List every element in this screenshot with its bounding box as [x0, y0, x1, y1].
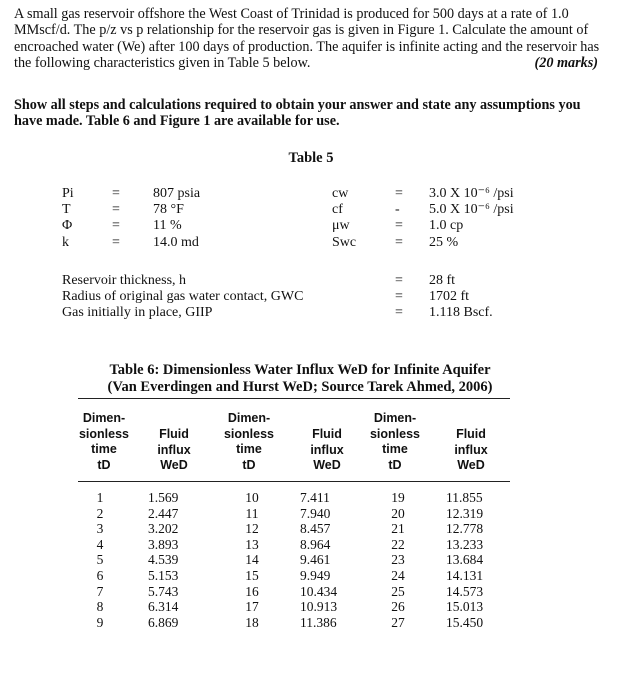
- header-text: influx: [310, 442, 344, 457]
- table6-col-influx-2: [300, 490, 360, 630]
- label-thickness: Reservoir thickness, h: [62, 273, 187, 288]
- value-t: 78 °F: [153, 202, 184, 218]
- header-influx: [441, 427, 501, 474]
- influx-cell: 3.893: [148, 536, 179, 552]
- influx-cell: 13.684: [446, 552, 484, 568]
- header-text: Fluid: [456, 427, 486, 441]
- symbol-phi: Φ: [62, 218, 73, 234]
- header-text: tD: [388, 457, 402, 472]
- value-thickness: 28 ft: [429, 273, 456, 288]
- header-text: sionless: [78, 426, 130, 441]
- time-cell: 12: [245, 521, 259, 537]
- value-swc: 25 %: [429, 234, 459, 250]
- header-text: influx: [157, 442, 191, 457]
- time-cell: 15: [245, 567, 259, 583]
- table6-top-rule: [78, 398, 510, 399]
- time-cell: 17: [245, 599, 259, 615]
- influx-cell: 6.314: [148, 599, 179, 615]
- influx-cell: 7.940: [300, 505, 331, 521]
- influx-cell: 9.949: [300, 567, 331, 583]
- equals-sign: =: [112, 234, 120, 250]
- header-text: Dimen-: [373, 411, 417, 425]
- table5-bottom-values: [429, 273, 579, 322]
- time-cell: 26: [391, 599, 405, 615]
- table5-title: Table 5: [288, 150, 334, 166]
- table6-col-time-1: [88, 490, 112, 630]
- table5-left-equals: [112, 186, 126, 251]
- symbol-t: T: [62, 202, 71, 218]
- influx-cell: 7.411: [300, 490, 330, 505]
- problem-statement: [14, 6, 610, 72]
- header-text: time: [236, 442, 262, 456]
- problem-text: A small gas reservoir offshore the West Coast of Trinidad is produced for 500 days at a rate of 1.0 MMscf/d. The p/z vs p relationship for the reservoir gas is given in Figure 1. Calculate the amount of encroached water (We) after 100 days of production. The aquifer is infinite acting and the reservoir has the following characteristics given in Table 5 below.: [14, 6, 600, 72]
- time-cell: 1: [96, 490, 104, 505]
- table5-left-symbols: [62, 186, 92, 251]
- header-time: [76, 411, 132, 473]
- label-giip: Gas initially in place, GIIP: [62, 305, 213, 321]
- table6-title: [80, 362, 520, 396]
- time-cell: 9: [96, 614, 104, 630]
- header-text: Fluid: [312, 427, 342, 441]
- symbol-swc: Swc: [332, 234, 357, 250]
- influx-cell: 8.457: [300, 521, 331, 537]
- equals-sign: =: [395, 234, 403, 250]
- influx-cell: 10.913: [300, 599, 338, 615]
- influx-cell: 5.743: [148, 583, 179, 599]
- equals-sign: -: [395, 202, 400, 218]
- instructions: Show all steps and calculations required to obtain your answer and state any assumptions you have made. Table 6 and Figure 1 are available for use.: [14, 97, 581, 130]
- influx-cell: 15.450: [446, 614, 484, 630]
- label-gwc-radius: Radius of original gas water contact, GWC: [62, 289, 304, 305]
- time-cell: 16: [245, 583, 259, 599]
- table6-col-time-2: [238, 490, 266, 630]
- symbol-k: k: [62, 234, 69, 250]
- marks-label: (20 marks): [534, 55, 598, 72]
- symbol-cw: cw: [332, 186, 349, 201]
- table5-right-values: [429, 186, 579, 251]
- time-cell: 27: [391, 614, 405, 630]
- equals-sign: =: [395, 186, 403, 201]
- influx-cell: 14.131: [446, 567, 484, 583]
- influx-cell: 15.013: [446, 599, 484, 615]
- header-text: tD: [242, 457, 256, 472]
- header-time: [367, 411, 423, 473]
- time-cell: 18: [245, 614, 259, 630]
- header-text: sionless: [223, 426, 275, 441]
- equals-sign: =: [395, 218, 403, 234]
- equals-sign: =: [395, 305, 403, 321]
- time-cell: 10: [245, 490, 259, 505]
- influx-cell: 11.386: [300, 614, 337, 630]
- table6-col-influx-1: [148, 490, 208, 630]
- equals-sign: =: [112, 186, 120, 201]
- value-k: 14.0 md: [153, 234, 199, 250]
- symbol-pi: Pi: [62, 186, 74, 201]
- time-cell: 5: [96, 552, 104, 568]
- equals-sign: =: [112, 202, 120, 218]
- influx-cell: 2.447: [148, 505, 179, 521]
- time-cell: 13: [245, 536, 259, 552]
- influx-cell: 5.153: [148, 567, 179, 583]
- time-cell: 25: [391, 583, 405, 599]
- table5-bottom-equals: [395, 273, 409, 322]
- influx-cell: 13.233: [446, 536, 484, 552]
- header-time: [221, 411, 277, 473]
- table5-left-values: [153, 186, 273, 251]
- value-giip: 1.118 Bscf.: [429, 305, 493, 321]
- time-cell: 7: [96, 583, 104, 599]
- equals-sign: =: [112, 218, 120, 234]
- time-cell: 21: [391, 521, 405, 537]
- header-text: WeD: [457, 458, 485, 472]
- value-cf: 5.0 X 10⁻⁶ /psi: [429, 202, 514, 218]
- value-gwc-radius: 1702 ft: [429, 289, 470, 305]
- influx-cell: 10.434: [300, 583, 338, 599]
- influx-cell: 12.778: [446, 521, 484, 537]
- time-cell: 4: [96, 536, 104, 552]
- time-cell: 8: [96, 599, 104, 615]
- influx-cell: 8.964: [300, 536, 331, 552]
- time-cell: 20: [391, 505, 405, 521]
- time-cell: 6: [96, 567, 104, 583]
- value-phi: 11 %: [153, 218, 182, 234]
- value-muw: 1.0 cp: [429, 218, 464, 234]
- table6-header-rule: [78, 481, 510, 482]
- header-text: Dimen-: [82, 411, 126, 425]
- header-text: tD: [97, 457, 111, 472]
- influx-cell: 4.539: [148, 552, 179, 568]
- time-cell: 23: [391, 552, 405, 568]
- influx-cell: 9.461: [300, 552, 331, 568]
- table5-right-symbols: [332, 186, 372, 251]
- header-text: Dimen-: [227, 411, 271, 425]
- header-text: WeD: [313, 458, 341, 472]
- influx-cell: 6.869: [148, 614, 179, 630]
- header-text: influx: [454, 442, 488, 457]
- header-influx: [145, 427, 203, 474]
- header-influx: [298, 427, 356, 474]
- influx-cell: 3.202: [148, 521, 179, 537]
- header-text: time: [382, 442, 408, 456]
- symbol-cf: cf: [332, 202, 343, 218]
- time-cell: 2: [96, 505, 104, 521]
- time-cell: 14: [245, 552, 259, 568]
- time-cell: 24: [391, 567, 405, 583]
- symbol-muw: μw: [332, 218, 350, 234]
- value-pi: 807 psia: [153, 186, 201, 201]
- time-cell: 19: [391, 490, 405, 505]
- table6-col-time-3: [384, 490, 412, 630]
- header-text: sionless: [369, 426, 421, 441]
- value-cw: 3.0 X 10⁻⁶ /psi: [429, 186, 514, 201]
- equals-sign: =: [395, 289, 403, 305]
- table6-title-line2: (Van Everdingen and Hurst WeD; Source Tarek Ahmed, 2006): [107, 379, 493, 395]
- header-text: time: [91, 442, 117, 456]
- table5-right-equals: [395, 186, 409, 251]
- time-cell: 22: [391, 536, 405, 552]
- influx-cell: 11.855: [446, 490, 483, 505]
- influx-cell: 14.573: [446, 583, 484, 599]
- header-text: Fluid: [159, 427, 189, 441]
- table6-col-influx-3: [446, 490, 506, 630]
- table5-bottom-labels: [62, 273, 382, 322]
- influx-cell: 1.569: [148, 490, 179, 505]
- time-cell: 11: [245, 505, 259, 521]
- header-text: WeD: [160, 458, 188, 472]
- time-cell: 3: [96, 521, 104, 537]
- equals-sign: =: [395, 273, 403, 288]
- table6-title-line1: Table 6: Dimensionless Water Influx WeD for Infinite Aquifer: [109, 362, 491, 378]
- influx-cell: 12.319: [446, 505, 484, 521]
